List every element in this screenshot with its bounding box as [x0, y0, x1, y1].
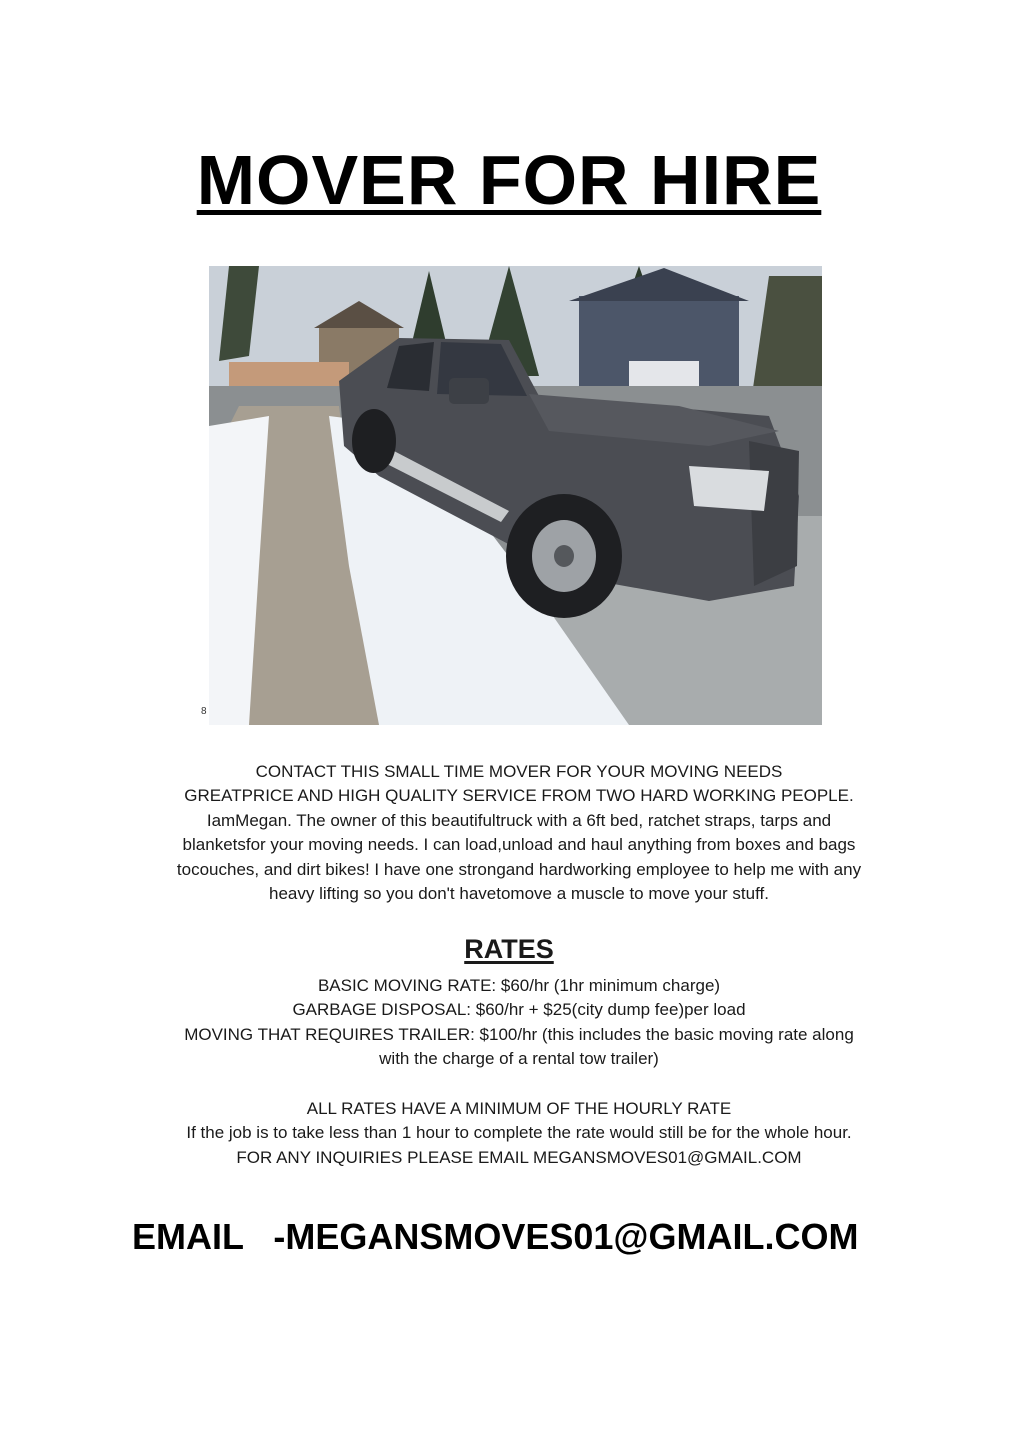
intro-line: CONTACT THIS SMALL TIME MOVER FOR YOUR MOVING NEEDS	[255, 762, 783, 781]
rate-garbage: GARBAGE DISPOSAL: $60/hr + $25(city dump fee)per load	[292, 1000, 746, 1020]
contact-email[interactable]: EMAIL -MEGANSMOVES01@GMAIL.COM	[132, 1216, 859, 1257]
intro-line: heavy lifting so you don't havetomove a muscle to move your stuff.	[269, 884, 769, 904]
intro-line: GREATPRICE AND HIGH QUALITY SERVICE FROM TWO HARD WORKING PEOPLE.	[184, 786, 854, 806]
rates-heading: RATES	[464, 934, 554, 964]
pickup-truck-photo	[209, 266, 822, 725]
intro-line: blanketsfor your moving needs. I can load,unload and haul anything from boxes and bags	[182, 835, 856, 855]
rate-trailer: MOVING THAT REQUIRES TRAILER: $100/hr (this includes the basic moving rate along	[184, 1024, 854, 1044]
rate-trailer-detail: with the charge of a rental tow trailer)	[379, 1049, 659, 1069]
intro-line: IamMegan. The owner of this beautifultruck with a 6ft bed, ratchet straps, tarps and	[206, 810, 832, 830]
intro-text	[130, 760, 908, 906]
rate-notes	[130, 1097, 908, 1170]
note-whole-hour: If the job is to take less than 1 hour to complete the rate would still be for the whole hour.	[186, 1123, 852, 1143]
photo-number: 8	[201, 706, 207, 717]
rate-basic: BASIC MOVING RATE: $60/hr (1hr minimum charge)	[317, 976, 721, 995]
page-title: MOVER FOR HIRE	[196, 141, 822, 219]
rates-list	[130, 974, 908, 1072]
note-inquiries: FOR ANY INQUIRIES PLEASE EMAIL MEGANSMOVES01@GMAIL.COM	[236, 1147, 802, 1167]
intro-line: tocouches, and dirt bikes! I have one strongand hardworking employee to help me with any	[176, 859, 862, 879]
note-minimum: ALL RATES HAVE A MINIMUM OF THE HOURLY RATE	[306, 1099, 732, 1118]
